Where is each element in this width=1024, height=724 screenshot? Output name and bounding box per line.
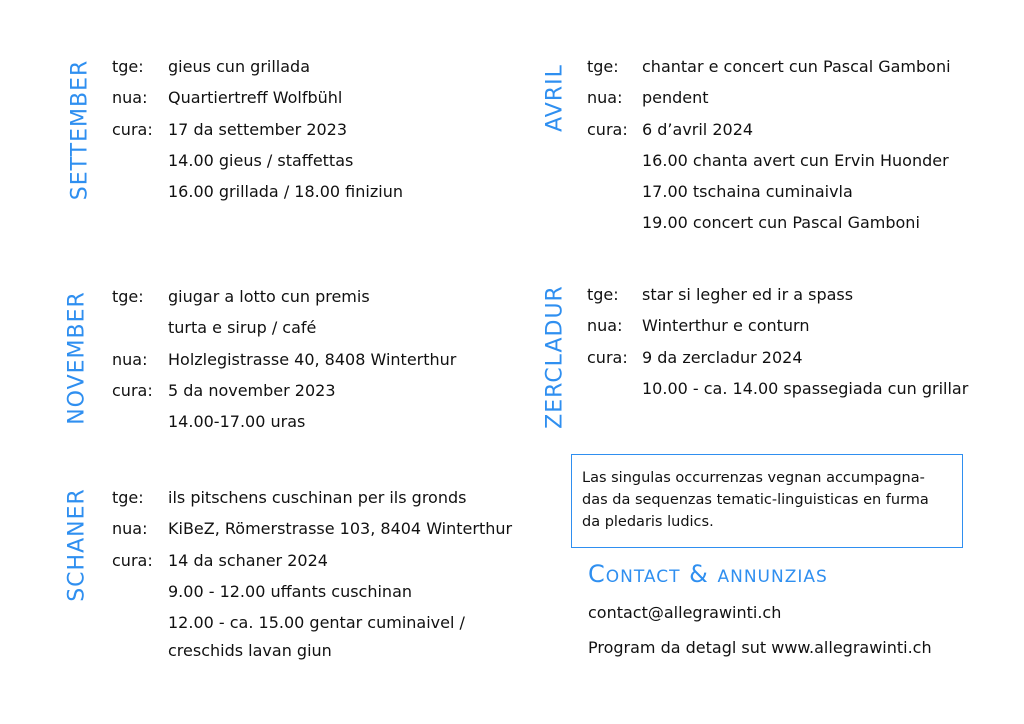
row-value: 10.00 - ca. 14.00 spassegiada cun grillar bbox=[642, 378, 969, 398]
row-value: Quartiertreff Wolfbühl bbox=[168, 88, 343, 108]
row-value: 9.00 - 12.00 uffants cuschinan bbox=[168, 581, 413, 601]
contact-email-link[interactable]: contact@allegrawinti.ch bbox=[588, 603, 782, 622]
row-label: nua: bbox=[112, 349, 148, 369]
row-value: Winterthur e conturn bbox=[642, 316, 810, 336]
month-heading-settember: SETTEMBER bbox=[67, 59, 93, 201]
row-label: nua: bbox=[587, 88, 623, 108]
row-value: KiBeZ, Römerstrasse 103, 8404 Winterthur bbox=[168, 519, 513, 539]
row-value: 17 da settember 2023 bbox=[168, 119, 348, 139]
month-heading-avril: AVRIL bbox=[542, 64, 568, 132]
row-label: nua: bbox=[112, 519, 148, 539]
row-value: 17.00 tschaina cuminaivla bbox=[642, 182, 853, 202]
row-value: 16.00 grillada / 18.00 finiziun bbox=[168, 182, 403, 202]
row-value: giugar a lotto cun premis bbox=[168, 287, 370, 306]
info-line: das da sequenzas tematic-linguisticas en furma bbox=[582, 492, 929, 508]
row-value: 14.00 gieus / staffettas bbox=[168, 150, 354, 170]
row-label: tge: bbox=[112, 57, 144, 76]
row-label: cura: bbox=[587, 119, 628, 139]
row-value: 9 da zercladur 2024 bbox=[642, 347, 803, 367]
row-value: 5 da november 2023 bbox=[168, 380, 336, 400]
row-label: cura: bbox=[587, 347, 628, 367]
row-value: gieus cun grillada bbox=[168, 57, 311, 76]
program-link[interactable]: Program da detagl sut www.allegrawinti.ch bbox=[588, 638, 932, 657]
row-label: nua: bbox=[112, 88, 148, 108]
month-heading-november: NOVEMBER bbox=[64, 291, 90, 425]
info-line: da pledaris ludics. bbox=[582, 514, 714, 530]
row-label: cura: bbox=[112, 119, 153, 139]
row-value: 14.00-17.00 uras bbox=[168, 412, 306, 432]
row-label: cura: bbox=[112, 380, 153, 400]
info-line: Las singulas occurrenzas vegnan accumpagna- bbox=[582, 470, 925, 486]
row-label: tge: bbox=[587, 285, 619, 304]
row-value: creschids lavan giun bbox=[168, 641, 332, 661]
row-value: 19.00 concert cun Pascal Gamboni bbox=[642, 213, 920, 233]
row-value: pendent bbox=[642, 88, 709, 108]
row-value: turta e sirup / café bbox=[168, 318, 317, 338]
row-value: chantar e concert cun Pascal Gamboni bbox=[642, 57, 951, 76]
row-value: Holzlegistrasse 40, 8408 Winterthur bbox=[168, 349, 457, 369]
row-value: 16.00 chanta avert cun Ervin Huonder bbox=[642, 150, 949, 170]
contact-heading: Contact & annunzias bbox=[588, 560, 828, 588]
row-label: tge: bbox=[112, 488, 144, 507]
row-value: ils pitschens cuschinan per ils gronds bbox=[168, 488, 467, 507]
row-value: 6 d’avril 2024 bbox=[642, 119, 754, 139]
row-label: tge: bbox=[587, 57, 619, 76]
month-heading-zercladur: ZERCLADUR bbox=[542, 285, 568, 429]
row-label: cura: bbox=[112, 550, 153, 570]
row-value: 14 da schaner 2024 bbox=[168, 550, 328, 570]
info-box bbox=[571, 454, 963, 548]
row-label: tge: bbox=[112, 287, 144, 306]
row-label: nua: bbox=[587, 316, 623, 336]
row-value: 12.00 - ca. 15.00 gentar cuminaivel / bbox=[168, 613, 465, 633]
month-heading-schaner: SCHANER bbox=[64, 488, 90, 602]
row-value: star si legher ed ir a spass bbox=[642, 285, 854, 304]
